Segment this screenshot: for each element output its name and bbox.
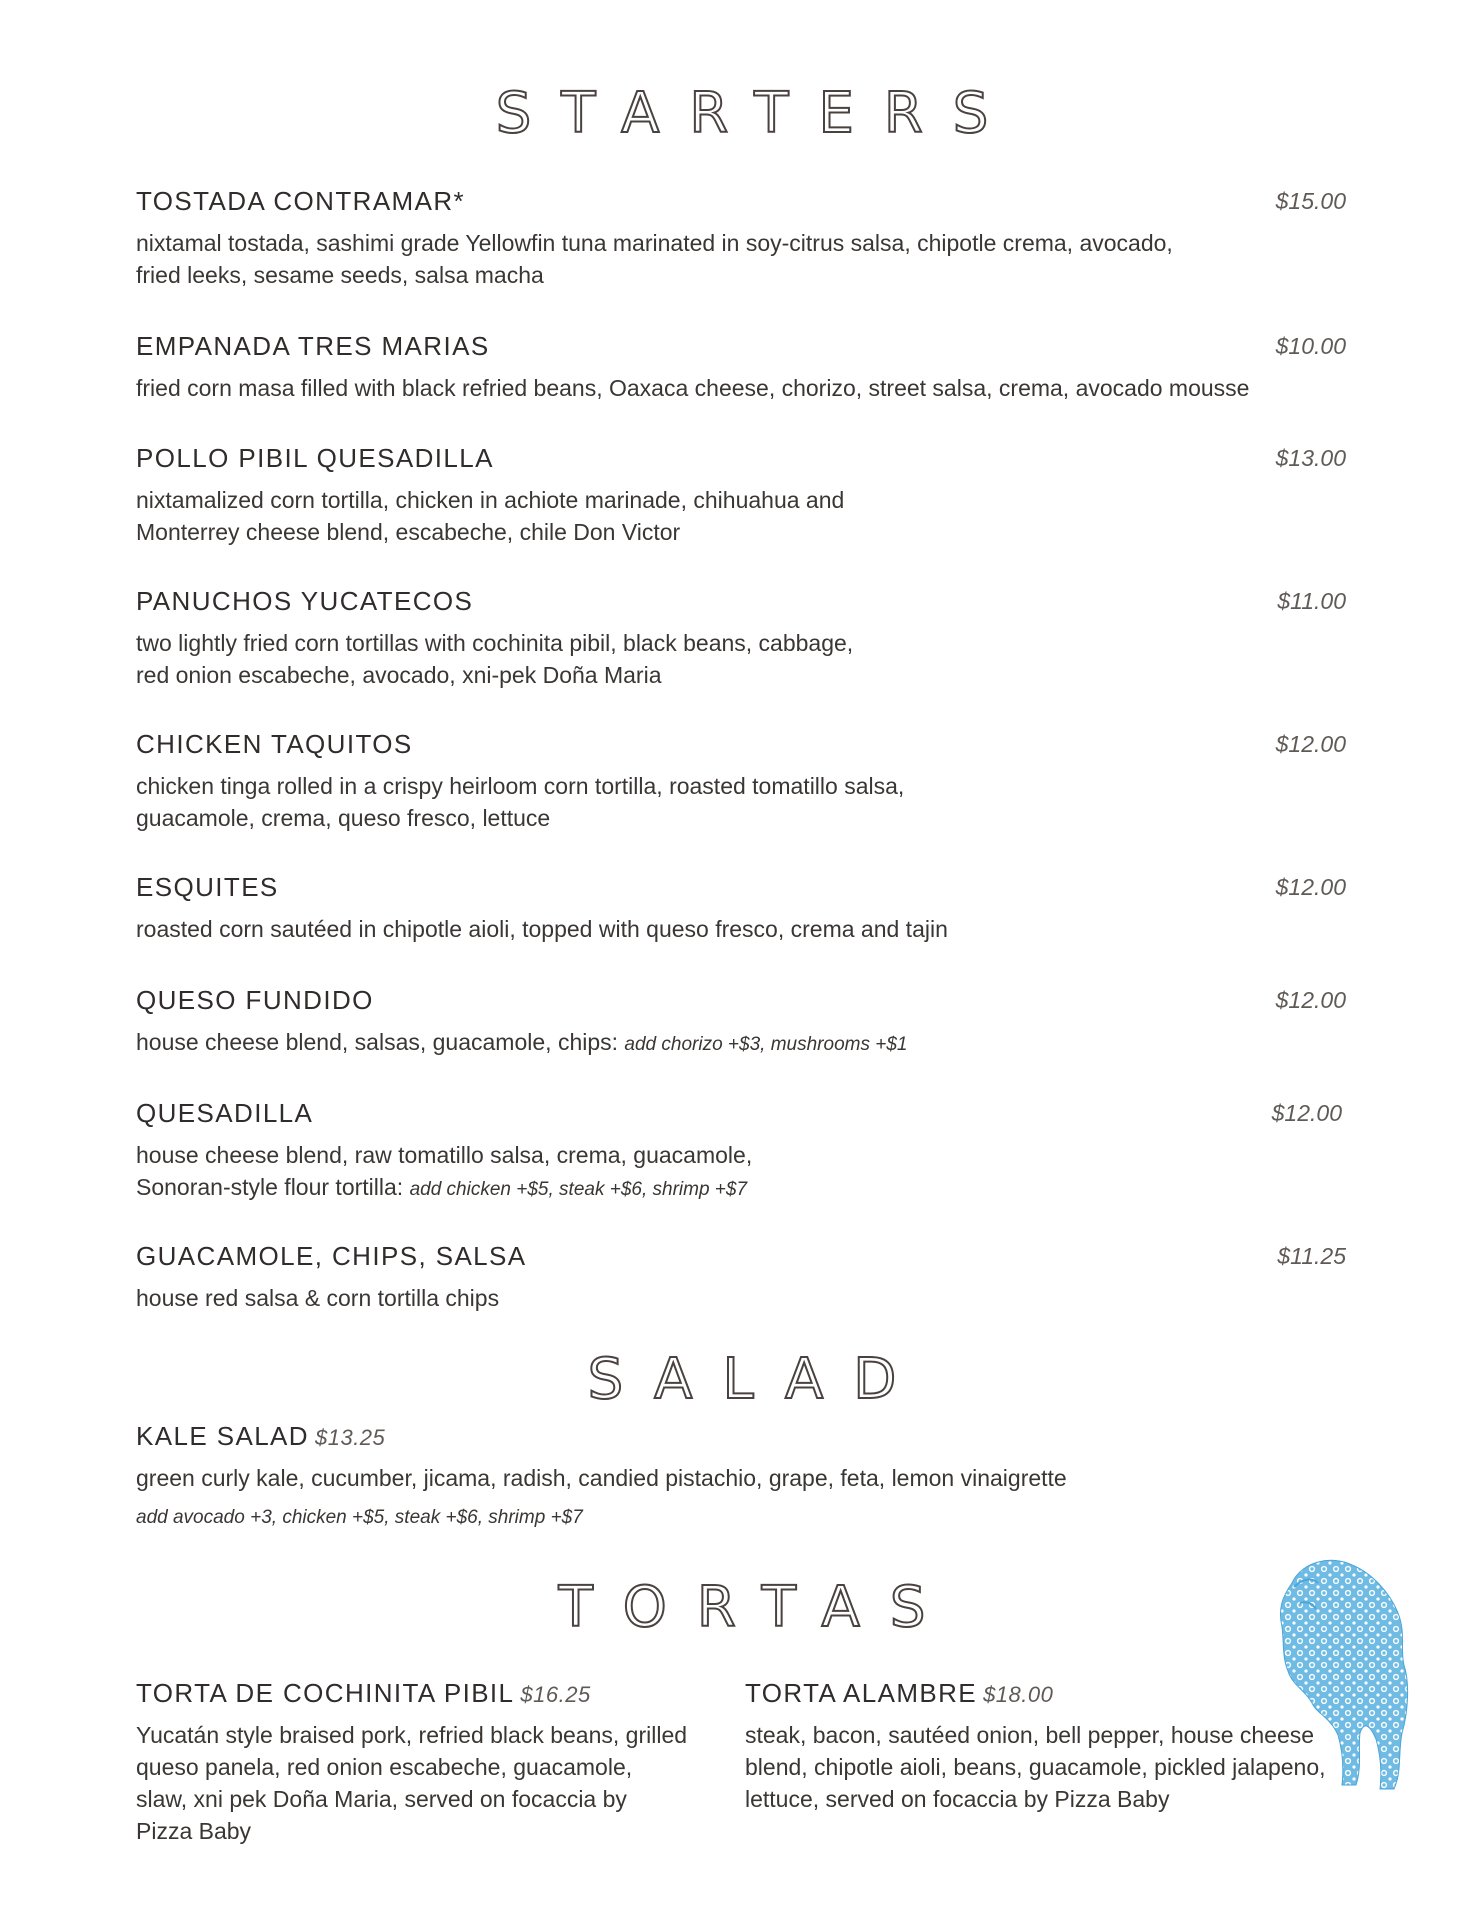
item-description [136, 484, 1346, 548]
item-name-text: TORTA ALAMBRE [745, 1678, 978, 1708]
menu-item-tostada-contramar [136, 186, 1346, 291]
desc-line: two lightly fried corn tortillas with cochinita pibil, black beans, cabbage, [136, 630, 854, 657]
item-description [136, 627, 1346, 691]
desc-text: house cheese blend, salsas, guacamole, chips: [136, 1029, 625, 1056]
menu-item-quesadilla [136, 1098, 1346, 1206]
item-name-text: TORTA DE COCHINITA PIBIL [136, 1678, 515, 1708]
item-price: $18.00 [983, 1682, 1054, 1707]
desc-line: blend, chipotle aioli, beans, guacamole, pickled jalapeno, [745, 1754, 1326, 1781]
desc-line: house cheese blend, raw tomatillo salsa, crema, guacamole, [136, 1142, 753, 1169]
desc-line [136, 1026, 1346, 1061]
item-price: $12.00 [1275, 987, 1346, 1013]
desc-line: red onion escabeche, avocado, xni-pek Doña Maria [136, 662, 662, 689]
menu-item-chicken-taquitos [136, 729, 1346, 834]
item-name: TOSTADA CONTRAMAR* [136, 186, 466, 216]
item-description [136, 372, 1346, 404]
item-name: CHICKEN TAQUITOS [136, 729, 413, 759]
menu-item-empanada-tres-marias [136, 331, 1346, 404]
item-name-text: KALE SALAD [136, 1421, 309, 1451]
section-title-starters: STARTERS [495, 81, 1019, 146]
desc-line: Monterrey cheese blend, escabeche, chile Don Victor [136, 519, 681, 546]
item-name: POLLO PIBIL QUESADILLA [136, 443, 494, 473]
desc-line: nixtamalized corn tortilla, chicken in achiote marinade, chihuahua and [136, 487, 845, 514]
item-price: $11.00 [1277, 588, 1346, 614]
desc-line: green curly kale, cucumber, jicama, radish, candied pistachio, grape, feta, lemon vinaigrette [136, 1465, 1067, 1492]
jaguar-icon [1272, 1553, 1412, 1793]
item-price: $12.00 [1271, 1100, 1342, 1126]
item-name [136, 1421, 1346, 1452]
menu-item-panuchos-yucatecos [136, 586, 1346, 691]
item-name: QUESADILLA [136, 1098, 314, 1128]
desc-line: house red salsa & corn tortilla chips [136, 1285, 500, 1312]
item-price: $12.00 [1275, 731, 1346, 757]
desc-line: chicken tinga rolled in a crispy heirloom corn tortilla, roasted tomatillo salsa, [136, 773, 905, 800]
addon-options: add chorizo +$3, mushrooms +$1 [624, 1034, 908, 1056]
desc-line: fried leeks, sesame seeds, salsa macha [136, 262, 544, 289]
section-title-tortas: TORTAS [558, 1575, 956, 1640]
item-description [136, 913, 1346, 945]
addon-options: add chicken +$5, steak +$6, shrimp +$7 [409, 1179, 748, 1201]
item-description [136, 1719, 716, 1847]
item-price: $13.25 [314, 1425, 386, 1450]
item-description [136, 770, 1346, 834]
desc-line: guacamole, crema, queso fresco, lettuce [136, 805, 551, 832]
item-name: EMPANADA TRES MARIAS [136, 331, 490, 361]
desc-line: lettuce, served on focaccia by Pizza Baby [745, 1786, 1170, 1813]
item-name: ESQUITES [136, 872, 279, 902]
item-description [136, 227, 1346, 291]
desc-line: Yucatán style braised pork, refried black beans, grilled [136, 1722, 688, 1749]
desc-line [136, 1171, 1346, 1206]
desc-line: queso panela, red onion escabeche, guacamole, [136, 1754, 633, 1781]
section-title-salad: SALAD [587, 1347, 927, 1412]
desc-line: slaw, xni pek Doña Maria, served on focaccia by [136, 1786, 627, 1813]
item-name: QUESO FUNDIDO [136, 985, 374, 1015]
item-price: $11.25 [1277, 1243, 1346, 1269]
desc-line: roasted corn sautéed in chipotle aioli, topped with queso fresco, crema and tajin [136, 916, 948, 943]
menu-item-queso-fundido [136, 985, 1346, 1061]
item-name [136, 1678, 716, 1709]
desc-line: Pizza Baby [136, 1818, 252, 1845]
desc-line: nixtamal tostada, sashimi grade Yellowfin tuna marinated in soy-citrus salsa, chipotle crema, avocado, [136, 230, 1173, 257]
item-price: $16.25 [520, 1682, 591, 1707]
menu-item-torta-cochinita-pibil [136, 1678, 716, 1847]
item-price: $12.00 [1275, 874, 1346, 900]
item-description [136, 1282, 1346, 1314]
item-description [136, 1462, 1346, 1494]
item-price: $15.00 [1275, 188, 1346, 214]
menu-item-kale-salad [136, 1421, 1346, 1494]
item-price: $13.00 [1275, 445, 1346, 471]
item-price: $10.00 [1275, 333, 1346, 359]
desc-line: fried corn masa filled with black refried beans, Oaxaca cheese, chorizo, street salsa, crema, avocado mousse [136, 375, 1250, 402]
desc-line: steak, bacon, sautéed onion, bell pepper, house cheese [745, 1722, 1315, 1749]
menu-item-pollo-pibil-quesadilla [136, 443, 1346, 548]
menu-item-esquites [136, 872, 1346, 945]
item-description [136, 1026, 1346, 1061]
item-name: PANUCHOS YUCATECOS [136, 586, 474, 616]
desc-text: Sonoran-style flour tortilla: [136, 1174, 410, 1201]
salad-addon-options: add avocado +3, chicken +$5, steak +$6, shrimp +$7 [136, 1507, 583, 1528]
menu-item-guacamole-chips-salsa [136, 1241, 1346, 1314]
item-name: GUACAMOLE, CHIPS, SALSA [136, 1241, 527, 1271]
item-description [136, 1139, 1346, 1206]
